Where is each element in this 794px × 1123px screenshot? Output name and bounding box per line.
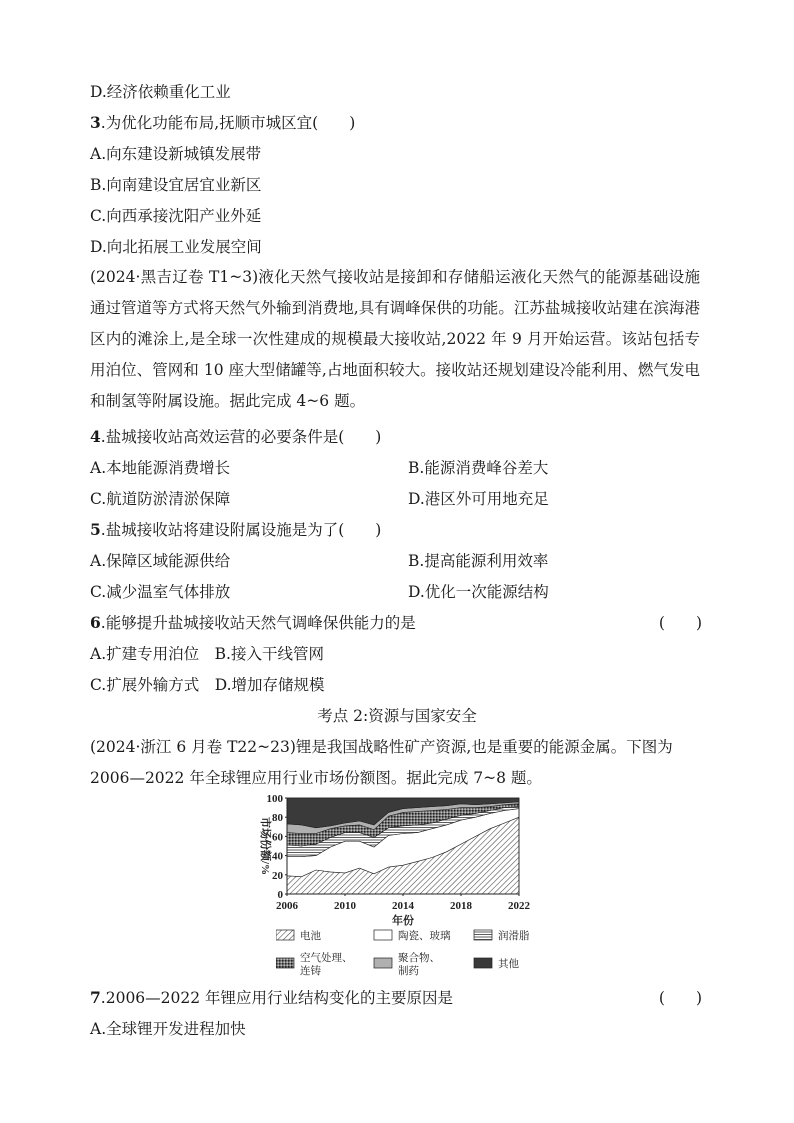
question-number: 5 <box>90 520 101 539</box>
section-title: 考点 2:资源与国家安全 <box>317 707 477 725</box>
legend-label-polymer-pharma: 聚合物、 <box>398 953 440 964</box>
legend-swatch-ceramic-glass <box>374 930 392 940</box>
q3-option-c: C.向西承接沈阳产业外延 <box>90 207 262 225</box>
q5-option-d: D.优化一次能源结构 <box>408 583 549 601</box>
passage-lng-station: (2024·黑吉辽卷 T1~3)液化天然气接收站是接卸和存储船运液化天然气的能源基础设施通过管道等方式将天然气外输到消费地,具有调峰保供的功能。江苏盐城接收站建在滨海港区内的滩涂上,是全球一次性建成的规模最大接收站,2022 年 9 月开始运营。该站包括专用泊位、管网和 10 座大型储罐等,占地面积较大。接收站还规划建设冷能利用、燃气发电和制氢等附属设施。据此完成 4~6 题。 <box>90 268 700 410</box>
q5-options-row-2 <box>90 582 549 602</box>
legend-swatch-other <box>474 958 492 968</box>
legend-label-other: 其他 <box>498 959 519 970</box>
legend-label-battery: 电池 <box>300 931 321 942</box>
x-tick-labels <box>276 894 531 912</box>
y-tick-label: 80 <box>272 812 283 825</box>
question-6 <box>90 613 416 633</box>
x-tick-label: 2018 <box>450 900 472 912</box>
question-7 <box>90 988 453 1008</box>
q4-option-a: A.本地能源消费增长 <box>90 459 231 477</box>
question-3 <box>90 113 355 133</box>
legend-label-air-treatment-casting-line2: 连铸 <box>300 966 321 977</box>
question-stem: .为优化功能布局,抚顺市城区宜( ) <box>100 114 356 132</box>
x-tick-label: 2006 <box>276 900 298 912</box>
q4-options-row-2 <box>90 489 549 509</box>
legend-label-grease: 润滑脂 <box>498 931 530 942</box>
q4-option-d: D.港区外可用地充足 <box>408 490 549 508</box>
q6-options-row-1: A.扩建专用泊位 B.接入干线管网 <box>90 645 324 663</box>
y-tick-label: 40 <box>272 850 283 863</box>
y-tick-label: 20 <box>272 869 283 882</box>
y-tick-label: 0 <box>277 889 283 901</box>
legend-swatch-air-treatment-casting <box>276 958 294 968</box>
q3-option-a: A.向东建设新城镇发展带 <box>90 145 262 163</box>
q4-option-b: B.能源消费峰谷差大 <box>408 459 549 477</box>
question-stem: .能够提升盐城接收站天然气调峰保供能力的是 <box>100 614 416 632</box>
question-stem: .盐城接收站高效运营的必要条件是( ) <box>100 428 382 446</box>
q7-answer-blank: ( ) <box>658 989 702 1007</box>
q2-option-d: D.经济依赖重化工业 <box>90 83 231 101</box>
question-4 <box>90 427 381 447</box>
x-tick-label: 2010 <box>334 900 356 912</box>
x-tick-label: 2014 <box>392 900 414 912</box>
q3-option-b: B.向南建设宜居宜业新区 <box>90 176 262 194</box>
question-number: 7 <box>90 988 101 1007</box>
q6-options-row-2: C.扩展外输方式 D.增加存储规模 <box>90 676 325 694</box>
question-number: 4 <box>90 427 101 446</box>
chart-area-series <box>287 798 519 894</box>
chart-legend <box>276 924 566 982</box>
question-number: 6 <box>90 613 101 632</box>
x-axis-label: 年份 <box>392 915 414 927</box>
y-tick-label: 60 <box>272 831 283 844</box>
q4-options-row-1 <box>90 458 549 478</box>
legend-swatch-grease <box>474 930 492 940</box>
y-tick-label: 100 <box>266 793 283 805</box>
q4-option-c: C.航道防淤清淤保障 <box>90 490 231 508</box>
legend-swatch-battery <box>276 930 294 940</box>
legend-label-polymer-pharma-line2: 制药 <box>398 966 419 977</box>
question-5 <box>90 520 381 540</box>
q3-option-d: D.向北拓展工业发展空间 <box>90 238 262 256</box>
q7-option-a: A.全球锂开发进程加快 <box>90 1020 246 1038</box>
q5-option-c: C.减少温室气体排放 <box>90 583 231 601</box>
y-axis-label: 市场份额/% <box>259 816 271 876</box>
question-stem: .2006—2022 年锂应用行业结构变化的主要原因是 <box>100 989 454 1007</box>
passage-lithium-line-2: 2006—2022 年全球锂应用行业市场份额图。据此完成 7~8 题。 <box>90 769 542 787</box>
legend-label-ceramic-glass: 陶瓷、玻璃 <box>398 931 451 942</box>
q5-options-row-1 <box>90 551 549 571</box>
passage-lithium-line-1: (2024·浙江 6 月卷 T22~23)锂是我国战略性矿产资源,也是重要的能源金属。下图为 <box>90 738 673 756</box>
legend-swatch-polymer-pharma <box>374 958 392 968</box>
legend-label-air-treatment-casting: 空气处理、 <box>300 953 353 964</box>
question-stem: .盐城接收站将建设附属设施是为了( ) <box>100 521 382 539</box>
q6-answer-blank: ( ) <box>658 614 702 632</box>
q5-option-b: B.提高能源利用效率 <box>408 552 549 570</box>
q5-option-a: A.保障区域能源供给 <box>90 552 231 570</box>
x-tick-label: 2022 <box>508 900 530 912</box>
question-number: 3 <box>90 113 101 132</box>
